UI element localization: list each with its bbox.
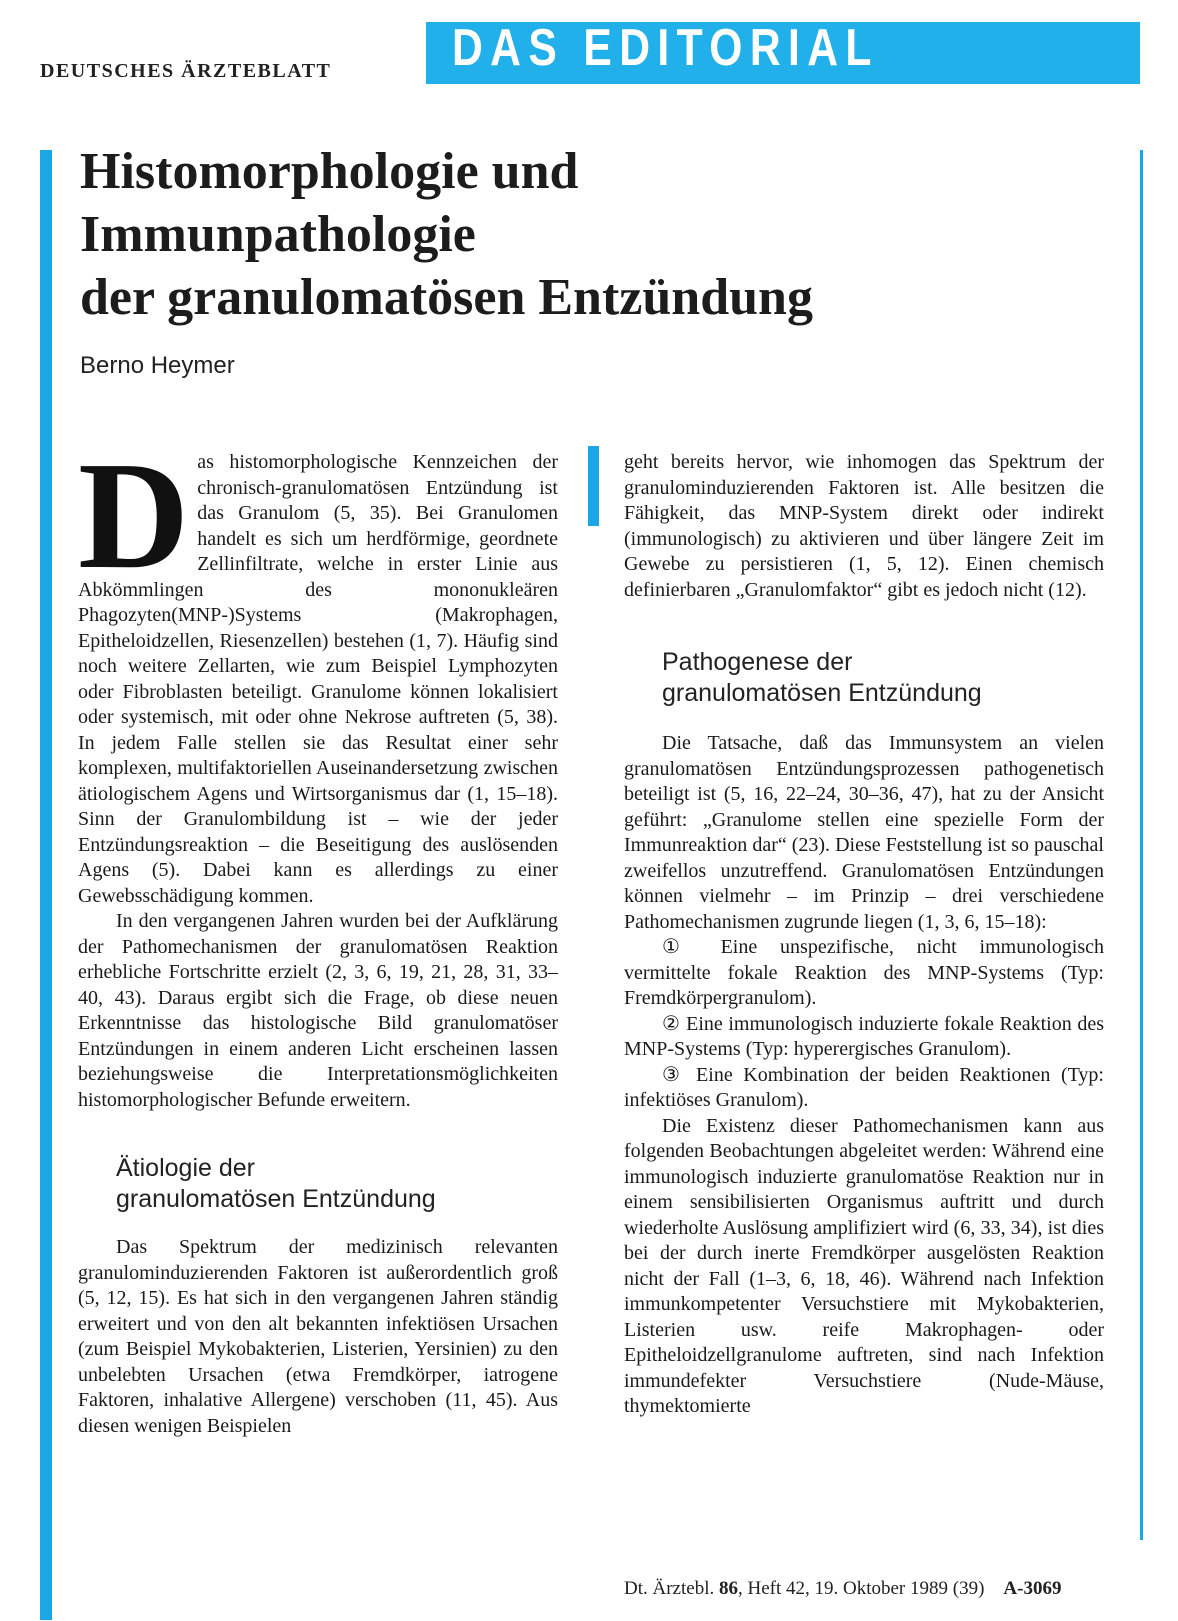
article-title <box>80 140 1120 329</box>
title-line: Histomorphologie und <box>80 143 579 200</box>
publication-name: DEUTSCHES ÄRZTEBLATT <box>40 60 332 82</box>
title-line: Immunpathologie <box>80 206 476 263</box>
author-name: Berno Heymer <box>80 352 235 379</box>
issue-info: , Heft 42, 19. Oktober 1989 (39) <box>737 1578 985 1599</box>
intro-paragraph <box>78 431 558 909</box>
list-item: ③ Eine Kombination der beiden Reaktionen (Typ: infektiöses Granulom). <box>624 1063 1104 1111</box>
journal-abbrev: Dt. Ärztebl. <box>624 1578 715 1599</box>
drop-cap: D <box>78 431 190 601</box>
list-item: ① Eine unspezifische, nicht immunologisch vermittelte fokale Reaktion des MNP-Systems (Typ: Fremdkörpergranulom). <box>624 936 1104 1009</box>
page-footer <box>624 1578 1144 1600</box>
left-accent-rule <box>40 150 52 1620</box>
body-paragraph: Die Existenz dieser Pathomechanismen kann aus folgenden Beobachtungen abgeleitet werden: Während eine immunologisch induzierte granulomatöse Reaktion nur in einem sensibilisierten Organismus auftritt und durch wiederholte Auslösung amplifiziert wird (6, 33, 34), ist dies bei der durch inerte Fremdkörper ausgelösten Reaktion nicht der Fall (1–3, 6, 18, 46). Während nach Infektion immunkompetenter Versuchstiere mit Mykobakterien, Listerien usw. reife Makrophagen- oder Epitheloidzellgranulome auftreten, sind nach Infektion immundefekter Versuchstiere (Nude-Mäuse, thymektomierte <box>624 1114 1104 1417</box>
intro-text: as histomorphologische Kennzeichen der chronisch-granulomatösen Entzündung ist das Granulom (5, 35). Bei Granulomen handelt es sich um herdförmige, geordnete Zellinfiltrate, welche in erster Linie aus Abkömmlingen des mononukleären Phagozyten(MNP-)Systems (Makrophagen, Epitheloidzellen, Riesenzellen) bestehen (1, 7). Häufig sind noch weitere Zellarten, wie zum Beispiel Lymphozyten oder Fibroblasten beteiligt. Granulome können lokalisiert oder systemisch, mit oder ohne Nekrose auftreten (5, 38). In jedem Falle stellen sie das Resultat einer sehr komplexen, multifaktoriellen Auseinandersetzung zwischen ätiologischem Agens und Wirtsorganismus dar (1, 15–18). Sinn der Granulombildung ist – wie der jeder Entzündungsreaktion – die Beseitigung des auslösenden Agens (5). Dabei kann es allerdings zu einer Gewebsschädigung kommen. <box>78 451 558 907</box>
body-paragraph: Die Tatsache, daß das Immunsystem an vielen granulomatösen Entzündungsprozessen pathogenetisch beteiligt ist (5, 16, 22–24, 30–36, 47), hat zu der Ansicht geführt: „Granulome stellen eine spezielle Form der Immunreaktion dar“ (23). Diese Feststellung ist so pauschal zweifellos unzutreffend. Granulomatösen Entzündungen können vielmehr – im Prinzip – drei verschiedene Pathomechanismen zugrunde liegen (1, 3, 6, 15–18): <box>624 732 1104 933</box>
section-heading-etiology <box>116 1153 558 1215</box>
section-heading-pathogenesis <box>662 647 1104 709</box>
column-accent-rule <box>588 446 599 526</box>
list-item: ② Eine immunologisch induzierte fokale Reaktion des MNP-Systems (Typ: hyperergisches Granulom). <box>624 1012 1104 1060</box>
title-line: der granulomatösen Entzündung <box>80 269 813 326</box>
volume-number: 86 <box>718 1578 738 1599</box>
subhead-line: granulomatösen Entzündung <box>116 1185 436 1213</box>
left-column <box>78 431 558 1439</box>
body-paragraph: In den vergangenen Jahren wurden bei der Aufklärung der Pathomechanismen der granulomatösen Reaktion erhebliche Fortschritte erzielt (2, 3, 6, 19, 21, 28, 31, 33–40, 43). Daraus ergibt sich die Frage, ob diese neuen Erkenntnisse das histologische Bild granulomatöser Entzündungen in einem anderen Licht erscheinen lassen beziehungsweise die Interpretationsmöglichkeiten histomorphologischer Befunde erweitern. <box>78 910 558 1111</box>
body-paragraph: geht bereits hervor, wie inhomogen das Spektrum der granulominduzierenden Faktoren ist. Alle besitzen die Fähigkeit, das MNP-System direkt oder indirekt (immunologisch) zu aktivieren und über längere Zeit im Gewebe zu persistieren (1, 5, 12). Einen chemisch definierbaren „Granulomfaktor“ gibt es jedoch nicht (12). <box>624 451 1104 601</box>
right-accent-rule <box>1140 150 1143 1540</box>
subhead-line: granulomatösen Entzündung <box>662 679 982 707</box>
body-paragraph: Das Spektrum der medizinisch relevanten granulominduzierenden Faktoren ist außerordentlich groß (5, 12, 15). Es hat sich in den vergangenen Jahren ständig erweitert und von den alt bekannten infektiösen Ursachen (zum Beispiel Mykobakterien, Listerien, Yersinien) zu den unbelebten Ursachen (etwa Fremdkörper, iatrogene Faktoren, inhalative Allergene) verschoben (11, 45). Aus diesen wenigen Beispielen <box>78 1236 558 1437</box>
subhead-line: Pathogenese der <box>662 648 853 676</box>
page-number: A-3069 <box>1003 1578 1062 1599</box>
subhead-line: Ätiologie der <box>116 1154 255 1182</box>
right-column <box>624 450 1104 1420</box>
section-label: DAS EDITORIAL <box>452 19 879 77</box>
